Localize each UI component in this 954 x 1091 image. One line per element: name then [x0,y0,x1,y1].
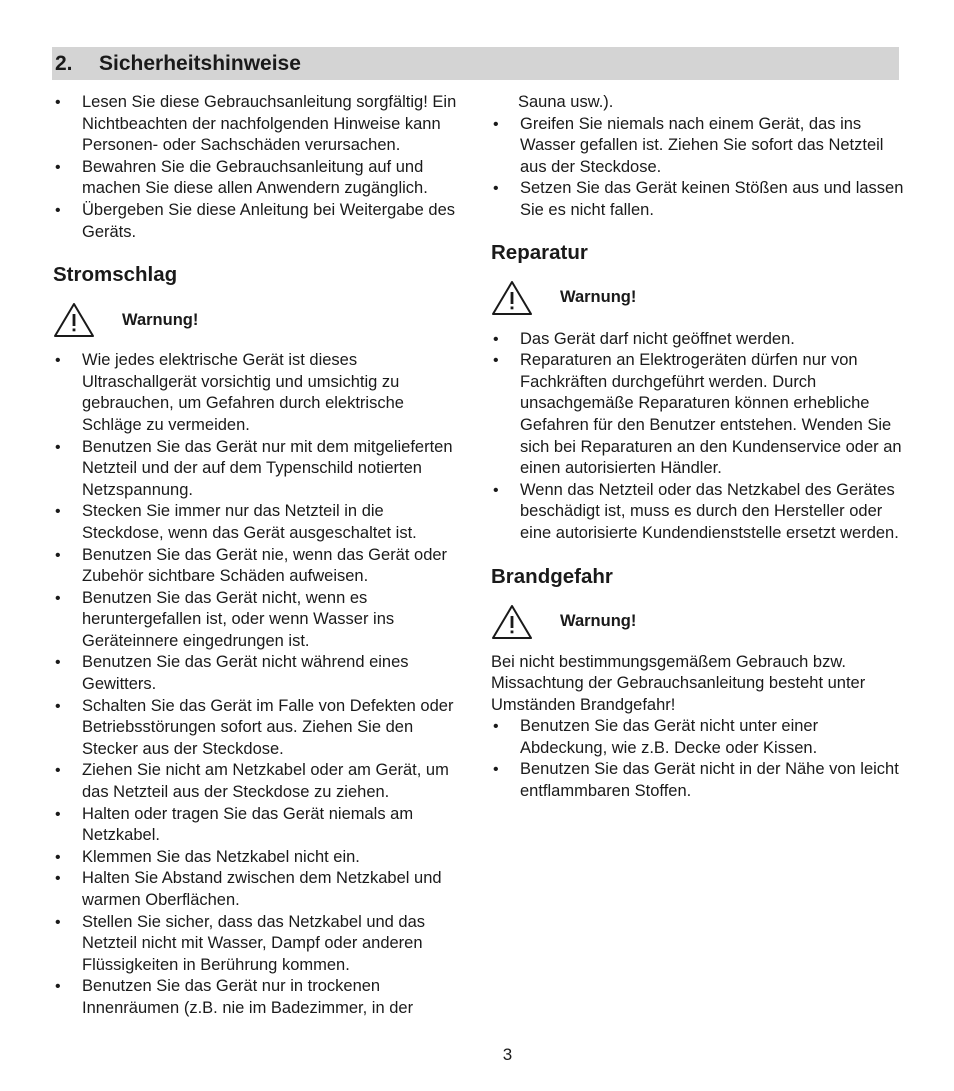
list-item: • Benutzen Sie das Gerät nicht, wenn es heruntergefallen ist, oder wenn Wasser ins Geräteinnere eingedrungen ist. [53,588,463,653]
list-item: • Lesen Sie diese Gebrauchsanleitung sorgfältig! Ein Nichtbeachten der nachfolgenden Hinweise kann Personen- oder Sachschäden verursachen. [53,92,463,157]
warning-brandgefahr [491,600,906,644]
list-item: • Schalten Sie das Gerät im Falle von Defekten oder Betriebsstörungen sofort aus. Ziehen Sie den Stecker aus der Steckdose. [53,696,463,761]
list-item: • Ziehen Sie nicht am Netzkabel oder am Gerät, um das Netzteil aus der Steckdose zu ziehen. [53,760,463,803]
heading-stromschlag: Stromschlag [53,263,178,287]
list-item-continuation: Sauna usw.). [518,93,614,111]
section-title: Sicherheitshinweise [99,51,301,75]
stromschlag-list [53,350,463,1019]
warning-triangle-icon [53,302,95,338]
list-item: • Halten Sie Abstand zwischen dem Netzkabel und warmen Oberflächen. [53,868,463,911]
list-item: • Benutzen Sie das Gerät nicht in der Nähe von leicht entflammbaren Stoffen. [491,759,906,802]
warning-label: Warnung! [560,612,637,630]
list-item: • Greifen Sie niemals nach einem Gerät, das ins Wasser gefallen ist. Ziehen Sie sofort das Netzteil aus der Steckdose. [491,114,906,179]
section-header [52,47,899,80]
list-item: • Bewahren Sie die Gebrauchsanleitung auf und machen Sie diese allen Anwendern zugänglich. [53,157,463,200]
heading-brandgefahr: Brandgefahr [491,564,613,588]
list-item: • Benutzen Sie das Gerät nicht während eines Gewitters. [53,652,463,695]
heading-reparatur: Reparatur [491,240,588,264]
warning-triangle-icon [491,604,533,640]
section-number: 2. [55,51,73,75]
left-column [53,92,463,1020]
list-item: • Benutzen Sie das Gerät nur mit dem mitgelieferten Netzteil und der auf dem Typenschild notierten Netzspannung. [53,437,463,502]
brandgefahr-paragraph: Bei nicht bestimmungsgemäßem Gebrauch bzw. Missachtung der Gebrauchsanleitung besteht unter Umständen Brandgefahr! [491,652,866,714]
list-item: • Reparaturen an Elektrogeräten dürfen nur von Fachkräften durchgeführt werden. Durch unsachgemäße Reparaturen können erhebliche Gefahren für den Benutzer entstehen. Wenden Sie sich bei Reparaturen an den Kundenservice oder an einen autorisierten Händler. [491,350,906,480]
list-item: • Klemmen Sie das Netzkabel nicht ein. [53,847,463,869]
warning-label: Warnung! [560,288,637,307]
list-item: • Benutzen Sie das Gerät nur in trockenen Innenräumen (z.B. nie im Badezimmer, in der [53,976,463,1019]
page-number: 3 [502,1045,513,1064]
right-column [491,92,906,803]
list-item: • Das Gerät darf nicht geöffnet werden. [491,329,906,351]
list-item: • Wie jedes elektrische Gerät ist dieses Ultraschallgerät vorsichtig und umsichtig zu gebrauchen, um Gefahren durch elektrische Schläge zu vermeiden. [53,350,463,436]
brandgefahr-list [491,716,906,802]
warning-stromschlag [53,298,463,342]
list-item: • Stecken Sie immer nur das Netzteil in die Steckdose, wenn das Gerät ausgeschaltet ist. [53,501,463,544]
list-item: • Stellen Sie sicher, dass das Netzkabel und das Netzteil nicht mit Wasser, Dampf oder anderen Flüssigkeiten in Berührung kommen. [53,912,463,977]
warning-triangle-icon [491,280,533,316]
list-item: • Benutzen Sie das Gerät nie, wenn das Gerät oder Zubehör sichtbare Schäden aufweisen. [53,545,463,588]
stromschlag-list-continued [491,114,906,222]
warning-reparatur [491,276,906,320]
reparatur-list [491,329,906,545]
list-item: • Übergeben Sie diese Anleitung bei Weitergabe des Geräts. [53,200,463,243]
intro-list [53,92,463,243]
list-item: • Setzen Sie das Gerät keinen Stößen aus und lassen Sie es nicht fallen. [491,178,906,221]
list-item: • Wenn das Netzteil oder das Netzkabel des Gerätes beschädigt ist, muss es durch den Hersteller oder eine autorisierte Kundendienststelle ersetzt werden. [491,480,906,545]
list-item: • Halten oder tragen Sie das Gerät niemals am Netzkabel. [53,804,463,847]
list-item: • Benutzen Sie das Gerät nicht unter einer Abdeckung, wie z.B. Decke oder Kissen. [491,716,906,759]
warning-label: Warnung! [122,310,199,329]
